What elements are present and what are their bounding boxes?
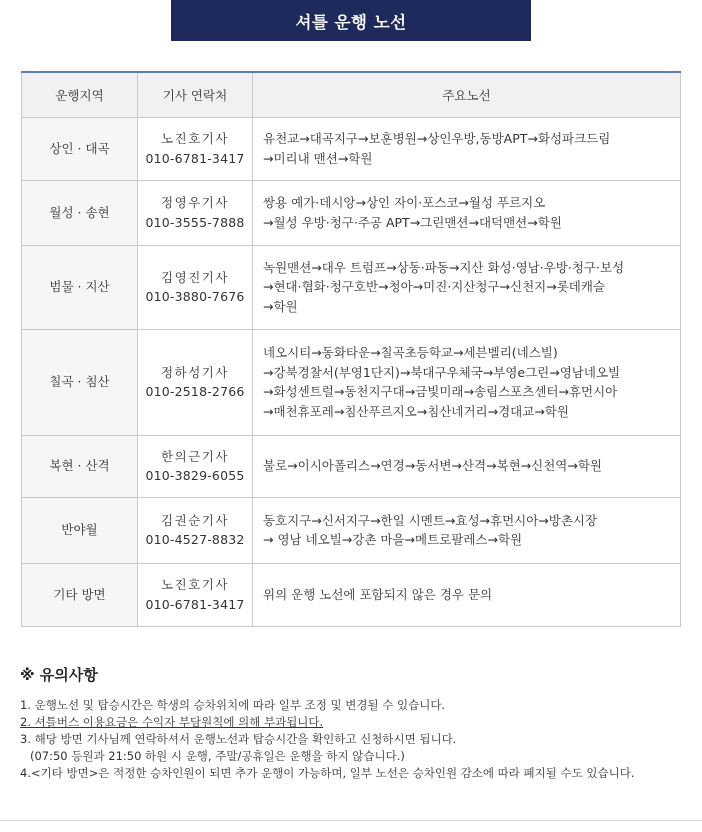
route-cell: [253, 563, 681, 626]
route-cell: [253, 329, 681, 435]
table-row: [22, 329, 681, 435]
region-cell: 월성 · 송현: [22, 180, 138, 245]
bottom-divider: [0, 820, 702, 821]
table-row: [22, 245, 681, 329]
driver-name: 김권순기사: [161, 512, 229, 528]
notes-title: ※ 유의사항: [20, 666, 98, 684]
route-line: →현대·협화·청구호반→청아→미진·지산청구→신천지→롯데캐슬: [263, 279, 606, 295]
driver-name: 노진호기사: [161, 131, 229, 146]
note-item-text: 2. 셔틀버스 이용요금은 수익자 부담원칙에 의해 부과됩니다.: [20, 715, 324, 729]
driver-cell: [138, 497, 253, 563]
driver-name: 정영우기사: [161, 195, 229, 210]
driver-phone[interactable]: 010-4527-8832: [145, 532, 245, 547]
header-region: 운행지역: [22, 72, 138, 117]
table-header-row: [22, 72, 681, 117]
notes-list: [20, 697, 700, 782]
note-item: 1. 운행노선 및 탑승시간은 학생의 승차위치에 따라 일부 조정 및 변경될 수 있습니다.: [20, 698, 446, 712]
note-item: (07:50 등원과 21:50 하원 시 운행, 주말/공휴일은 운행을 하지 않습니다.): [30, 749, 405, 763]
route-line: 네오시티→동화타운→칠곡초등학교→세븐벨리(네스빌): [263, 345, 558, 360]
driver-cell: [138, 435, 253, 497]
driver-cell: [138, 329, 253, 435]
route-cell: [253, 497, 681, 563]
region-cell: 복현 · 산격: [22, 435, 138, 497]
driver-phone[interactable]: 010-3555-7888: [145, 214, 245, 230]
note-item: [20, 714, 700, 731]
region-cell: 칠곡 · 침산: [22, 329, 138, 435]
driver-name: 정하성기사: [161, 364, 229, 380]
table-row: [22, 180, 681, 245]
region-cell: 기타 방면: [22, 563, 138, 626]
route-line: 녹원맨션→대우 트럼프→상동·파동→지산 화성·영남·우방·청구·보성: [263, 259, 625, 275]
driver-phone[interactable]: 010-2518-2766: [145, 384, 245, 399]
driver-cell: [138, 180, 253, 245]
table-row: [22, 117, 681, 180]
driver-phone[interactable]: 010-3829-6055: [145, 468, 245, 483]
route-line: 쌍용 예가·데시앙→상인 자이·포스코→월성 푸르지오: [263, 195, 546, 210]
route-cell: [253, 180, 681, 245]
driver-phone[interactable]: 010-6781-3417: [145, 596, 245, 612]
driver-phone[interactable]: 010-3880-7676: [145, 289, 245, 304]
page-title: 셔틀 운행 노선: [171, 0, 531, 41]
route-line: 위의 운행 노선에 포함되지 않은 경우 문의: [263, 586, 493, 602]
region-cell: 반야월: [22, 497, 138, 563]
route-line: →미리내 맨션→학원: [263, 150, 373, 166]
route-line: →화성센트럴→동천지구대→금빛미래→송림스포츠센터→휴먼시아: [263, 384, 618, 399]
route-line: 동호지구→신서지구→한일 시멘트→효성→휴먼시아→방촌시장: [263, 512, 598, 528]
driver-phone[interactable]: 010-6781-3417: [145, 150, 245, 166]
table-row: [22, 563, 681, 626]
table-row: [22, 497, 681, 563]
region-cell: 상인 · 대곡: [22, 117, 138, 180]
note-item: 3. 해당 방면 기사님께 연락하셔서 운행노선과 탑승시간을 확인하고 신청하시면 됩니다.: [20, 732, 457, 746]
route-line: 유천교→대곡지구→보훈병원→상인우방,동방APT→화성파크드림: [263, 131, 611, 146]
driver-name: 김영진기사: [161, 269, 229, 285]
driver-cell: [138, 563, 253, 626]
driver-cell: [138, 245, 253, 329]
shuttle-route-table: [21, 71, 681, 627]
driver-name: 한의근기사: [161, 448, 229, 464]
route-cell: [253, 117, 681, 180]
region-cell: 범물 · 지산: [22, 245, 138, 329]
table-row: [22, 435, 681, 497]
route-line: →매천휴포레→침산푸르지오→침산네거리→경대교→학원: [263, 403, 569, 419]
route-line: 불로→이시아폴리스→연경→동서변→산격→복현→신천역→학원: [263, 458, 602, 474]
route-line: → 영남 네오빌→강촌 마을→메트로팔레스→학원: [263, 532, 523, 547]
header-driver-contact: 기사 연락처: [138, 72, 253, 117]
driver-name: 노진호기사: [161, 577, 229, 592]
route-line: →월성 우방·청구·주공 APT→그린맨션→대덕맨션→학원: [263, 214, 562, 230]
route-line: →강북경찰서(부영1단지)→북대구우체국→부영e그린→영남네오빌: [263, 364, 621, 380]
route-line: →학원: [263, 298, 298, 314]
header-main-route: 주요노선: [253, 72, 681, 117]
driver-cell: [138, 117, 253, 180]
note-item: 4.<기타 방면>은 적정한 승차인원이 되면 추가 운행이 가능하며, 일부 노선은 승차인원 감소에 따라 폐지될 수도 있습니다.: [20, 766, 635, 780]
route-cell: [253, 435, 681, 497]
notes-section: [20, 664, 700, 782]
route-cell: [253, 245, 681, 329]
